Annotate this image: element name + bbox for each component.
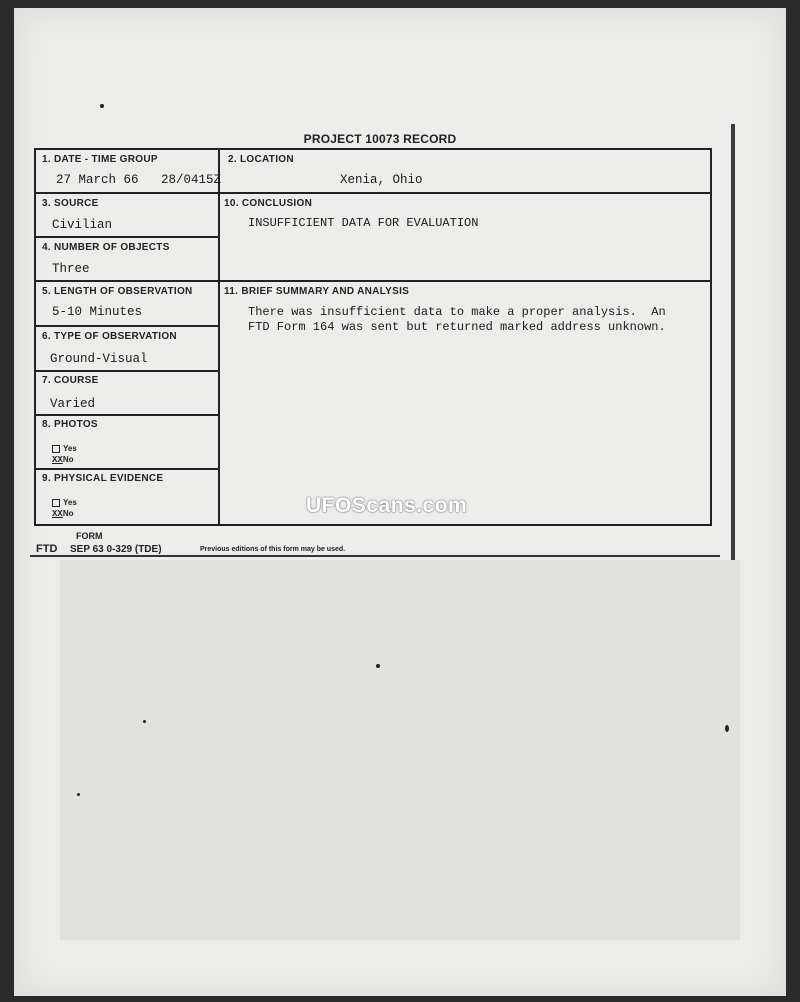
row-divider-1 [36,192,218,194]
page-edge [731,124,735,560]
photos-label: 8. PHOTOS [42,419,98,430]
location-value: Xenia, Ohio [340,173,423,187]
conclusion-value: INSUFFICIENT DATA FOR EVALUATION [248,216,479,230]
type-of-observation-label: 6. TYPE OF OBSERVATION [42,331,177,342]
row-divider-location [218,192,710,194]
evidence-no-option [52,509,73,519]
evidence-yes-option [52,498,77,507]
speck [77,793,80,796]
course-label: 7. COURSE [42,375,99,386]
physical-evidence-label: 9. PHYSICAL EVIDENCE [42,473,164,484]
source-label: 3. SOURCE [42,198,99,209]
footer-form-word: FORM [76,531,103,541]
speck [725,725,729,732]
row-divider-conclusion [218,280,710,282]
speck [143,720,146,723]
bottom-rule [30,555,720,557]
photos-no-label: No [62,455,74,464]
evidence-no-label: No [62,509,74,518]
length-of-observation-label: 5. LENGTH OF OBSERVATION [42,286,193,297]
date-time-label: 1. DATE - TIME GROUP [42,154,158,165]
row-divider-5 [36,325,218,327]
photos-yes-option [52,444,77,453]
course-value: Varied [50,397,96,411]
conclusion-label: 10. CONCLUSION [224,198,313,209]
row-divider-3 [36,236,218,238]
number-of-objects-label: 4. NUMBER OF OBJECTS [42,242,170,253]
number-of-objects-value: Three [52,262,90,276]
form-title: PROJECT 10073 RECORD [303,132,457,146]
photos-checked-mark: XX [52,455,63,465]
type-of-observation-value: Ground-Visual [50,352,148,366]
speck [376,664,380,668]
row-divider-4 [36,280,218,282]
summary-line-2: FTD Form 164 was sent but returned marked address unknown. [248,320,666,334]
checkbox-icon [52,499,60,507]
row-divider-6 [36,370,218,372]
location-label: 2. LOCATION [228,154,294,165]
source-value: Civilian [52,218,113,232]
photos-yes-label: Yes [63,444,77,453]
watermark: UFOScans.com [306,494,468,517]
row-divider-8 [36,468,218,470]
speck [100,104,104,108]
evidence-checked-mark: XX [52,509,63,519]
photos-no-option [52,455,73,465]
column-divider [218,150,220,524]
summary-label: 11. BRIEF SUMMARY AND ANALYSIS [224,286,410,297]
bleed-through-text [60,560,740,940]
length-of-observation-value: 5-10 Minutes [52,305,143,319]
evidence-yes-label: Yes [63,498,77,507]
footer-ftd: FTD [36,543,58,555]
footer-form-number: SEP 63 0-329 (TDE) [70,544,162,555]
record-form [34,148,712,526]
footer-note: Previous editions of this form may be used. [200,546,346,553]
date-time-value: 27 March 66 28/0415Z [56,173,222,187]
summary-line-1: There was insufficient data to make a proper analysis. An [248,305,666,319]
row-divider-7 [36,414,218,416]
checkbox-icon [52,445,60,453]
